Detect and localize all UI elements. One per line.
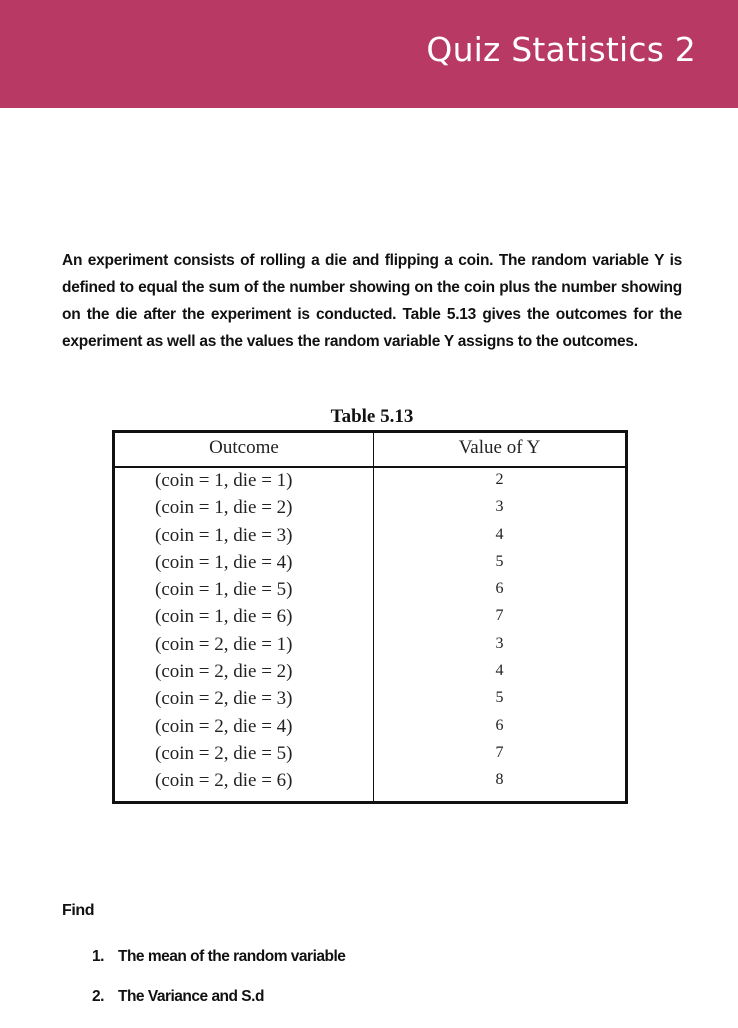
table-row	[115, 496, 625, 523]
question-list	[92, 948, 345, 1028]
question-text: The mean of the random variable	[118, 948, 346, 965]
outcome-cell: (coin = 2, die = 6)	[155, 770, 293, 792]
find-label: Find	[62, 902, 95, 919]
outcome-cell: (coin = 2, die = 5)	[155, 742, 293, 764]
question-number: 1.	[92, 948, 104, 965]
table-body	[115, 469, 625, 797]
value-cell: 6	[495, 580, 504, 598]
outcomes-table	[112, 430, 628, 804]
table-row	[115, 469, 625, 496]
outcome-cell: (coin = 1, die = 6)	[155, 606, 293, 628]
value-cell: 7	[495, 607, 504, 625]
outcome-cell: (coin = 2, die = 3)	[155, 688, 293, 710]
table-row	[115, 551, 625, 578]
table-row	[115, 633, 625, 660]
value-cell: 2	[495, 471, 504, 488]
value-cell: 5	[495, 689, 504, 707]
table-row	[115, 578, 625, 605]
outcome-cell: (coin = 2, die = 2)	[155, 661, 293, 683]
outcome-cell: (coin = 1, die = 5)	[155, 579, 293, 601]
value-cell: 3	[495, 498, 504, 516]
column-header-value: Value of Y	[458, 437, 541, 458]
header-bar	[0, 0, 738, 108]
table-row	[115, 605, 625, 632]
outcome-cell: (coin = 1, die = 1)	[155, 470, 293, 491]
value-cell: 4	[495, 525, 504, 543]
question-item	[92, 988, 345, 1028]
outcome-cell: (coin = 1, die = 3)	[155, 524, 293, 546]
table-row	[115, 660, 625, 687]
value-cell: 3	[495, 634, 504, 652]
column-header-outcome: Outcome	[209, 437, 279, 458]
outcome-cell: (coin = 1, die = 4)	[155, 551, 293, 573]
question-item	[92, 948, 345, 988]
value-cell: 5	[495, 552, 504, 570]
table-row	[115, 524, 625, 551]
value-cell: 6	[495, 716, 504, 734]
value-cell: 8	[495, 771, 504, 789]
value-cell: 4	[495, 662, 504, 680]
outcome-cell: (coin = 1, die = 2)	[155, 497, 293, 519]
outcome-cell: (coin = 2, die = 4)	[155, 715, 293, 737]
table-row	[115, 687, 625, 714]
table-header-rule	[115, 466, 625, 468]
question-number: 2.	[92, 988, 104, 1005]
table-row	[115, 742, 625, 769]
value-cell: 7	[495, 743, 504, 761]
table-row	[115, 769, 625, 796]
outcome-cell: (coin = 2, die = 1)	[155, 633, 293, 655]
table-row	[115, 715, 625, 742]
table-caption: Table 5.13	[330, 406, 414, 427]
page-title: Quiz Statistics 2	[426, 30, 696, 69]
problem-statement: An experiment consists of rolling a die and flipping a coin. The random variable Y is defined to equal the sum of the number showing on the coin plus the number showing on the die after the experiment is conducted. Table 5.13 gives the outcomes for the experiment as well as the values the random variable Y assigns to the outcomes.	[62, 252, 682, 350]
question-text: The Variance and S.d	[118, 988, 264, 1005]
